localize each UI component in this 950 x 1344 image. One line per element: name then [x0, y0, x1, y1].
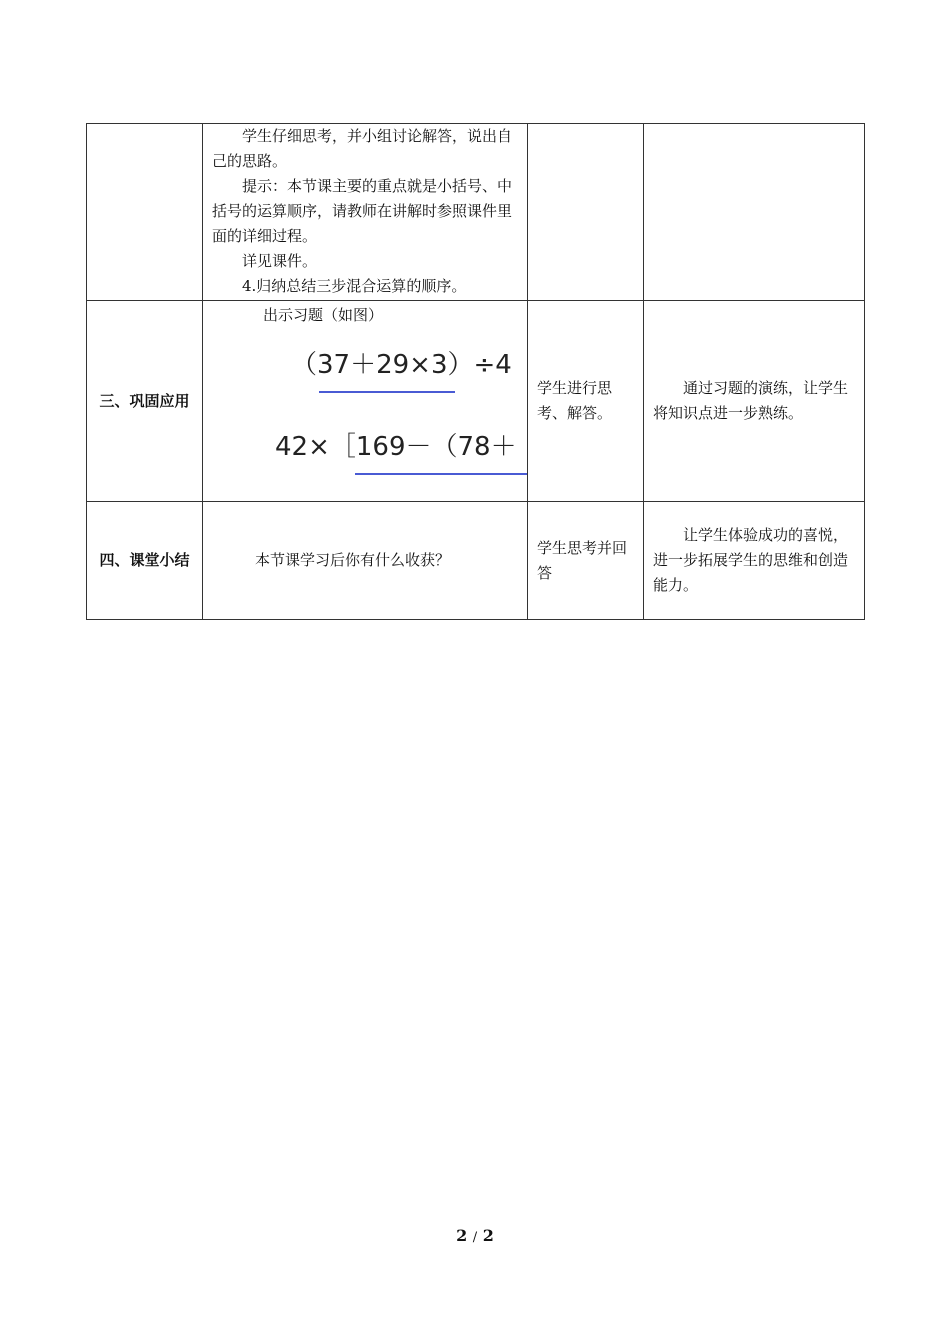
design-intent-cell	[644, 124, 865, 301]
underline-mark	[355, 473, 528, 475]
underline-mark	[319, 391, 455, 393]
intent-text: 让学生体验成功的喜悦，进一步拓展学生的思维和创造能力。	[653, 526, 849, 594]
teacher-text: 4.归纳总结三步混合运算的顺序。	[242, 277, 467, 295]
figure-caption: 出示习题（如图）	[263, 306, 384, 324]
table-row	[87, 301, 865, 502]
lesson-plan-table	[86, 123, 865, 620]
student-activity-cell	[528, 301, 644, 502]
exercise-expression: 42×［169－（78＋	[275, 432, 517, 462]
table-row	[87, 502, 865, 620]
page-number: 2 / 2	[456, 1226, 494, 1245]
student-activity-cell	[528, 124, 644, 301]
teacher-text: 本节课学习后你有什么收获？	[255, 551, 451, 569]
student-activity-cell	[528, 502, 644, 620]
stage-label: 三、巩固应用	[87, 301, 203, 502]
stage-label: 四、课堂小结	[87, 502, 203, 620]
design-intent-cell	[644, 502, 865, 620]
teacher-activity-cell	[203, 502, 528, 620]
teacher-text: 详见课件。	[242, 252, 318, 270]
student-text: 学生思考并回答	[537, 538, 628, 582]
design-intent-cell	[644, 301, 865, 502]
intent-text: 通过习题的演练，让学生将知识点进一步熟练。	[653, 379, 849, 422]
exercise-expression: （37＋29×3）÷4	[291, 350, 512, 380]
stage-cell	[87, 124, 203, 301]
teacher-activity-cell	[203, 124, 528, 301]
table-row	[87, 124, 865, 301]
teacher-activity-cell	[203, 301, 528, 502]
student-text: 学生进行思考、解答。	[537, 379, 613, 422]
teacher-text: 学生仔细思考，并小组讨论解答，说出自己的思路。	[212, 127, 513, 170]
teacher-text: 提示：本节课主要的重点就是小括号、中括号的运算顺序，请教师在讲解时参照课件里面的详细过程。	[212, 177, 513, 245]
